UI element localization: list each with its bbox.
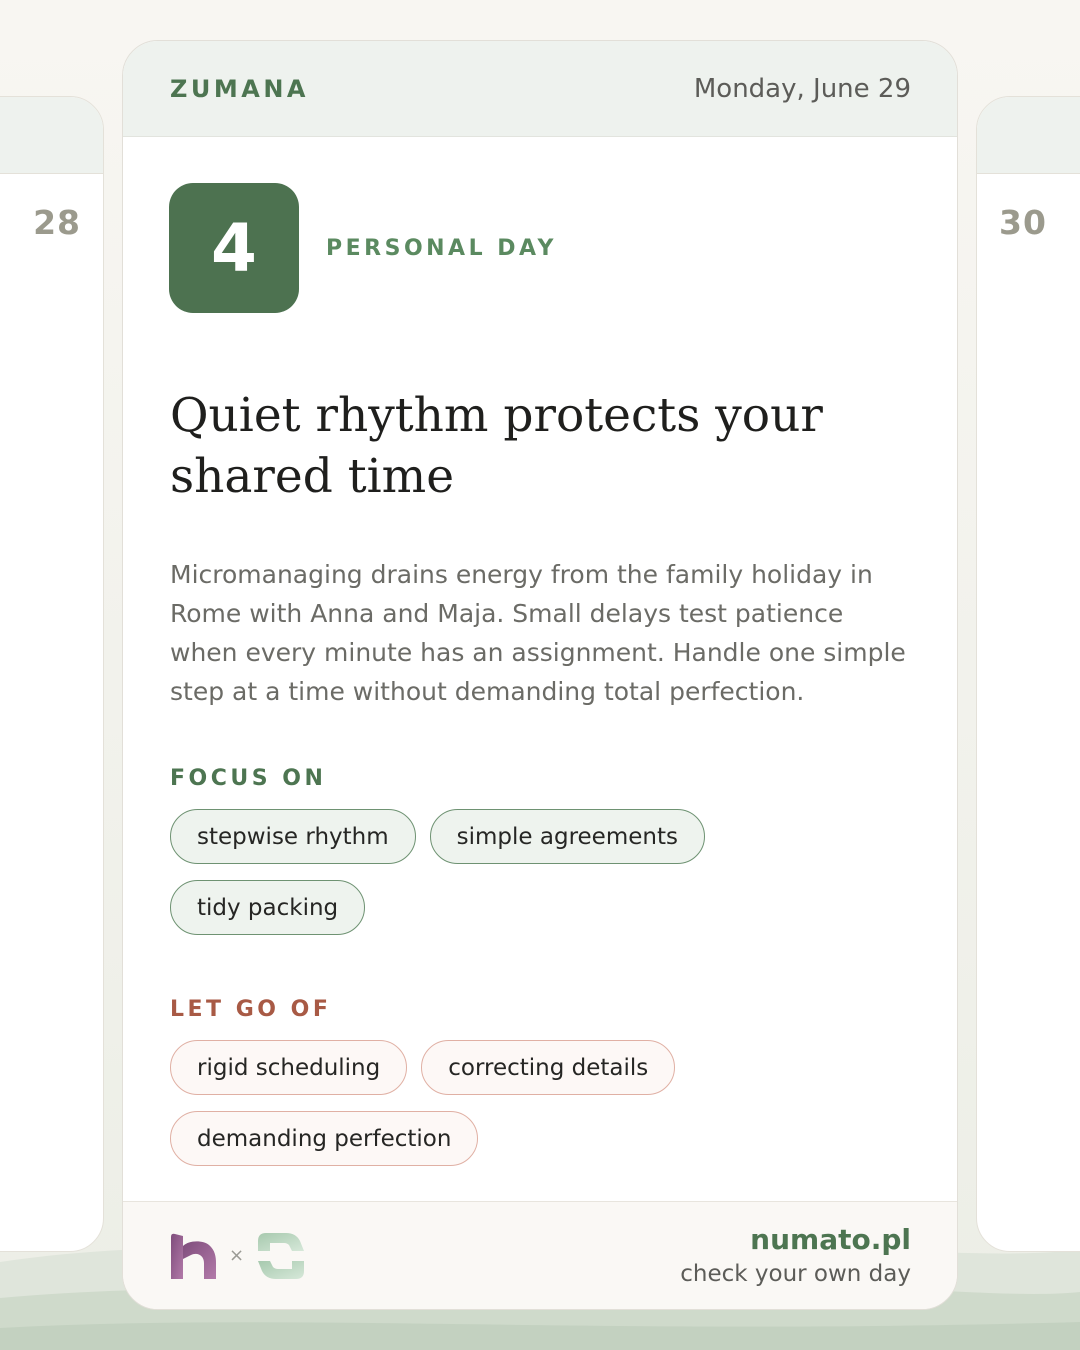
let-go-chip: correcting details: [421, 1040, 675, 1095]
logo-group: [169, 1231, 306, 1281]
day-number-row: [169, 183, 957, 313]
headline: Quiet rhythm protects your shared time: [170, 388, 823, 504]
focus-chip: stepwise rhythm: [170, 809, 416, 864]
focus-on-label: FOCUS ON: [170, 766, 327, 791]
let-go-chip: demanding perfection: [170, 1111, 478, 1166]
site-link[interactable]: numato.pl: [750, 1222, 911, 1256]
date-label: Monday, June 29: [693, 73, 911, 104]
focus-chip: tidy packing: [170, 880, 365, 935]
cta-text: check your own day: [680, 1260, 911, 1287]
focus-chip: simple agreements: [430, 809, 705, 864]
next-day-card-header: [977, 97, 1080, 174]
previous-day-number: 28: [33, 203, 81, 242]
day-card: [122, 40, 958, 1310]
description: Micromanaging drains energy from the family holiday in Rome with Anna and Maja. Small delays test patience when every minute has an assignment. Handle one simple step at a time without demanding total perfection.: [170, 560, 906, 706]
logo-separator: ×: [229, 1245, 245, 1266]
let-go-chip: rigid scheduling: [170, 1040, 407, 1095]
numato-logo-icon: [256, 1231, 306, 1281]
focus-chips: [170, 809, 897, 935]
card-header: [123, 41, 957, 137]
footer-cta: [680, 1222, 911, 1290]
next-day-number: 30: [999, 203, 1047, 242]
day-type-label: PERSONAL DAY: [326, 235, 557, 261]
card-footer: [123, 1201, 957, 1309]
brand-name: ZUMANA: [170, 74, 310, 103]
let-go-of-label: LET GO OF: [170, 997, 332, 1022]
day-number-badge: 4: [169, 183, 299, 313]
previous-day-card-header: [0, 97, 103, 174]
previous-day-card[interactable]: [0, 96, 104, 1252]
let-go-chips: [170, 1040, 897, 1166]
partner-logo-icon: [169, 1231, 217, 1281]
next-day-card[interactable]: [976, 96, 1080, 1252]
